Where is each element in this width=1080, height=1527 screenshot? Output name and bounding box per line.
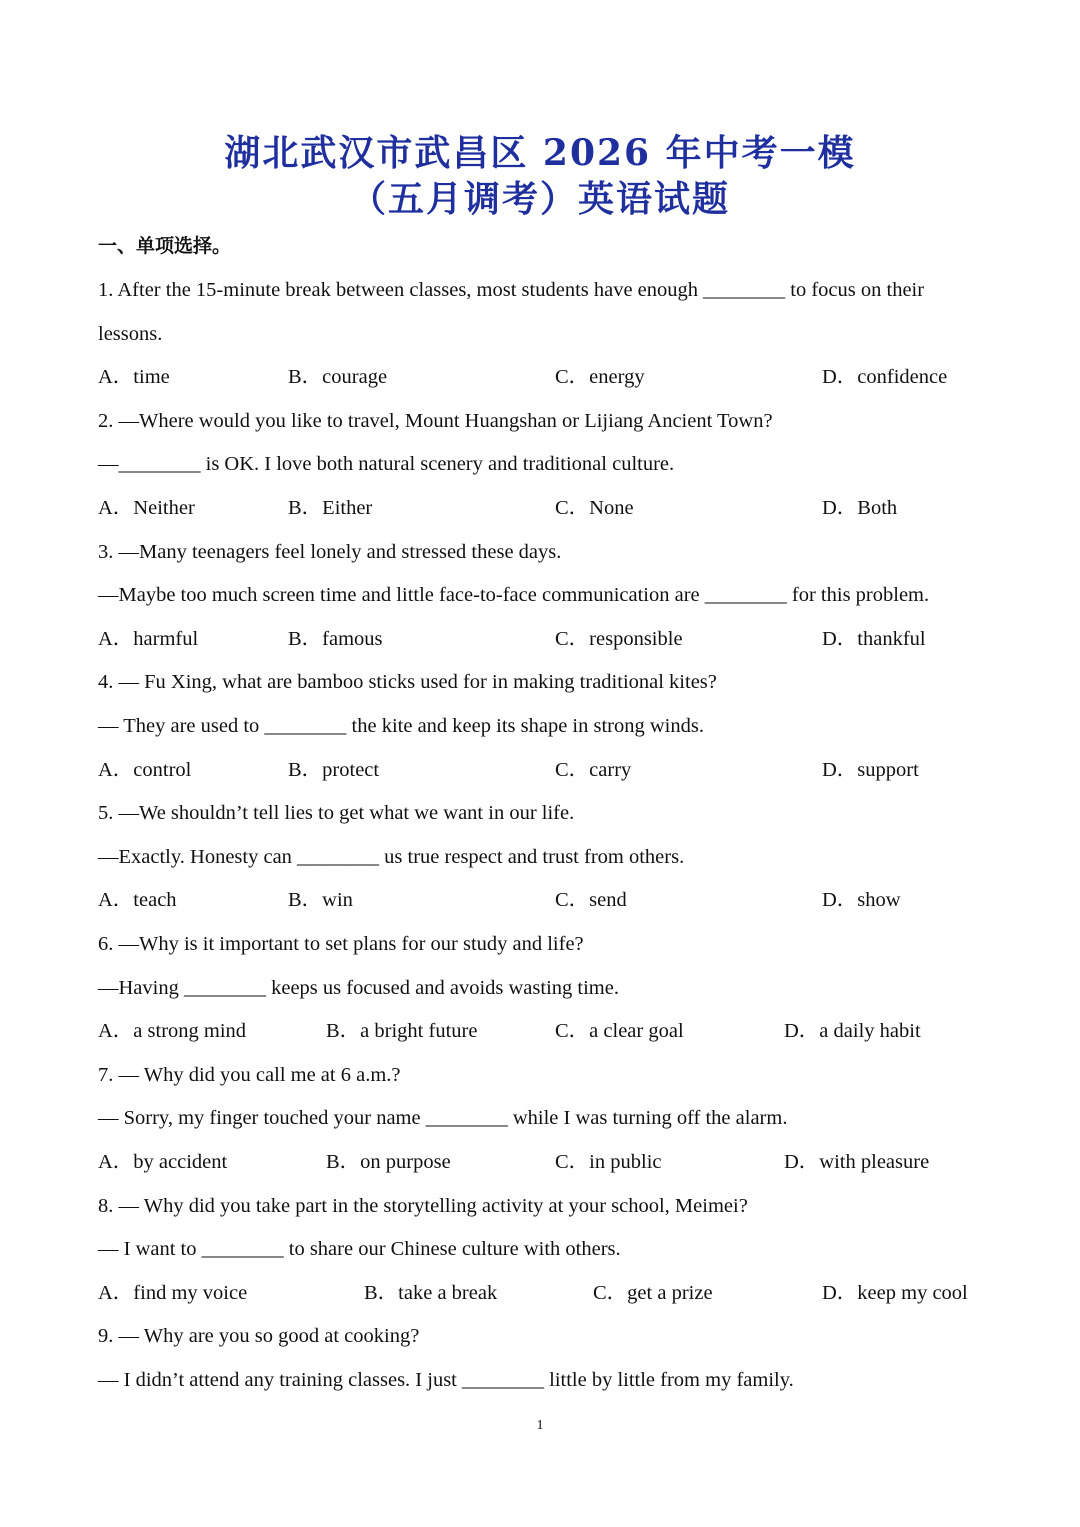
question-3-option-d[interactable]: D．thankful (822, 627, 926, 650)
question-8-option-a[interactable]: A．find my voice (98, 1281, 248, 1304)
question-9-line: — I didn’t attend any training classes. I just ________ little by little from my family. (98, 1369, 794, 1391)
question-8-line: 8. — Why did you take part in the storytelling activity at your school, Meimei? (98, 1194, 748, 1217)
question-1-line: lessons. (98, 322, 163, 345)
question-2-option-c[interactable]: C．None (555, 497, 634, 519)
question-3-line: 3. —Many teenagers feel lonely and stressed these days. (98, 540, 562, 563)
question-1-option-d[interactable]: D．confidence (822, 366, 948, 389)
question-7-option-a[interactable]: A．by accident (98, 1151, 228, 1173)
exam-title-line-1: 湖北武汉市武昌区 2026 年中考一模 (224, 132, 856, 174)
question-1-option-b[interactable]: B．courage (288, 366, 388, 389)
question-5-option-c[interactable]: C．send (555, 889, 627, 912)
question-4-option-b[interactable]: B．protect (288, 758, 380, 781)
question-4-line: — They are used to ________ the kite and keep its shape in strong winds. (98, 715, 704, 737)
question-6-option-d[interactable]: D．a daily habit (784, 1020, 921, 1043)
question-4-line: 4. — Fu Xing, what are bamboo sticks used for in making traditional kites? (98, 671, 717, 694)
question-6-option-c[interactable]: C．a clear goal (555, 1020, 684, 1043)
question-2-option-b[interactable]: B．Either (288, 497, 373, 519)
question-9-line: 9. — Why are you so good at cooking? (98, 1325, 420, 1348)
question-8-line: — I want to ________ to share our Chinese culture with others. (98, 1238, 621, 1261)
page-number: 1 (536, 1418, 544, 1433)
question-7-line: 7. — Why did you call me at 6 a.m.? (98, 1063, 401, 1086)
question-5-line: —Exactly. Honesty can ________ us true respect and trust from others. (98, 845, 685, 868)
question-7-line: — Sorry, my finger touched your name ________ while I was turning off the alarm. (98, 1107, 788, 1130)
question-1-option-a[interactable]: A．time (98, 366, 170, 389)
question-5-option-d[interactable]: D．show (822, 889, 901, 912)
question-2-option-d[interactable]: D．Both (822, 497, 898, 519)
question-7-option-d[interactable]: D．with pleasure (784, 1151, 930, 1173)
question-4-option-c[interactable]: C．carry (555, 758, 632, 781)
question-6-line: 6. —Why is it important to set plans for our study and life? (98, 933, 584, 955)
question-1-line: 1. After the 15-minute break between classes, most students have enough ________ to focus on their (98, 279, 925, 301)
question-5-option-a[interactable]: A．teach (98, 889, 177, 912)
question-3-option-a[interactable]: A．harmful (98, 627, 199, 650)
question-8-option-d[interactable]: D．keep my cool (822, 1281, 968, 1304)
section-heading: 一、单项选择。 (98, 235, 232, 257)
question-4-option-a[interactable]: A．control (98, 758, 192, 781)
question-2-option-a[interactable]: A．Neither (98, 497, 195, 519)
question-6-option-b[interactable]: B．a bright future (326, 1020, 478, 1043)
question-8-option-b[interactable]: B．take a break (364, 1281, 498, 1304)
question-2-line: 2. —Where would you like to travel, Mount Huangshan or Lijiang Ancient Town? (98, 409, 773, 432)
question-7-option-b[interactable]: B．on purpose (326, 1151, 451, 1173)
question-8-option-c[interactable]: C．get a prize (593, 1281, 713, 1304)
question-6-option-a[interactable]: A．a strong mind (98, 1020, 247, 1043)
question-5-line: 5. —We shouldn’t tell lies to get what we want in our life. (98, 802, 575, 825)
question-7-option-c[interactable]: C．in public (555, 1151, 662, 1173)
exam-title-line-2: （五月调考）英语试题 (349, 178, 730, 220)
question-3-option-b[interactable]: B．famous (288, 627, 383, 650)
question-4-option-d[interactable]: D．support (822, 758, 919, 781)
question-3-option-c[interactable]: C．responsible (555, 627, 683, 650)
question-1-option-c[interactable]: C．energy (555, 366, 645, 389)
question-5-option-b[interactable]: B．win (288, 889, 353, 912)
question-6-line: —Having ________ keeps us focused and avoids wasting time. (98, 976, 619, 999)
question-2-line: —________ is OK. I love both natural scenery and traditional culture. (98, 453, 675, 476)
question-3-line: —Maybe too much screen time and little face-to-face communication are ________ for this problem. (98, 584, 930, 607)
